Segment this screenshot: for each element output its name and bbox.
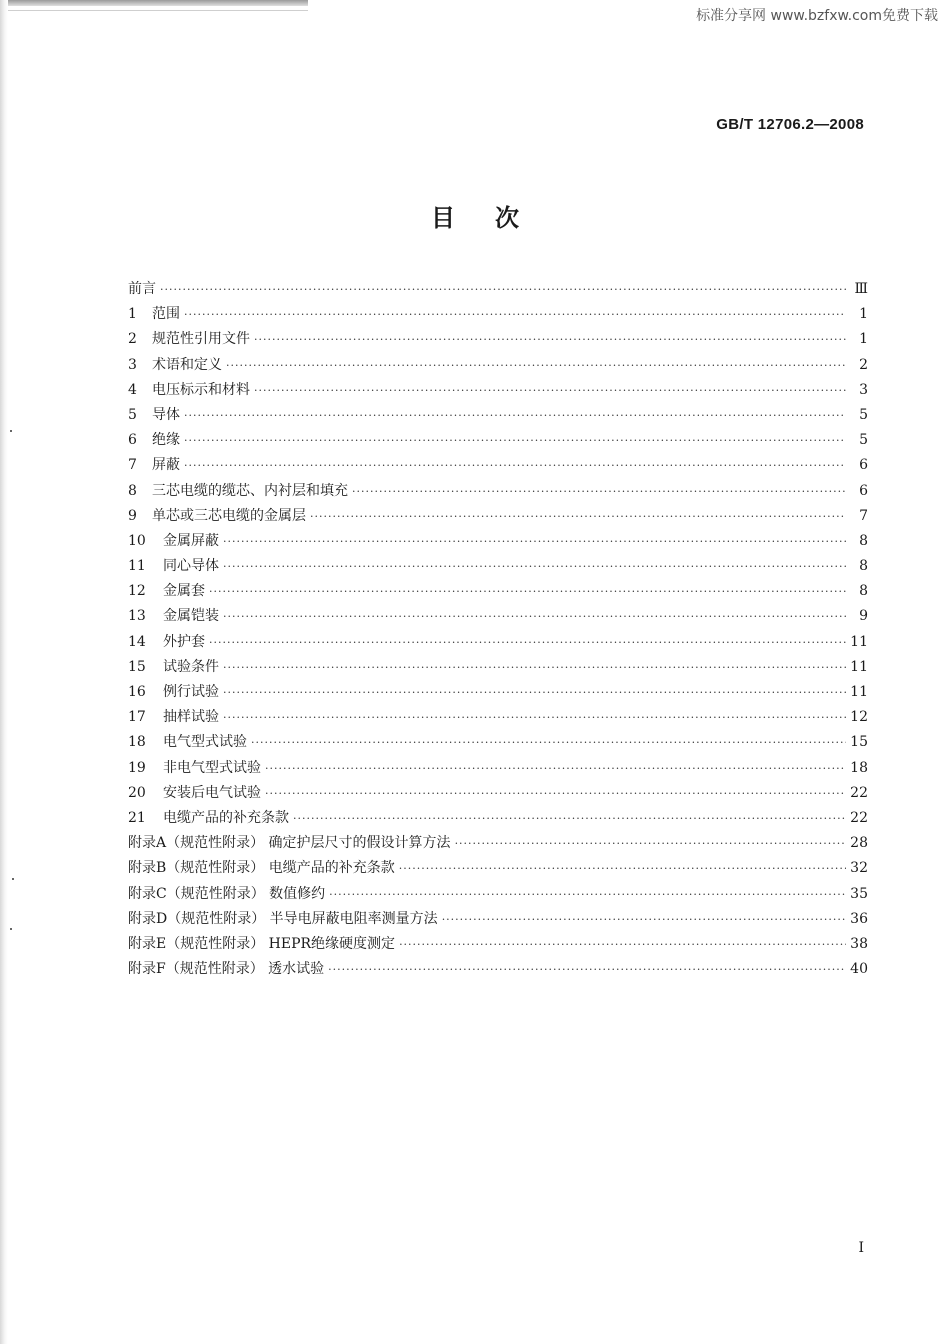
toc-entry-number: 18 [128,734,146,751]
toc-entry[interactable] [128,303,868,328]
toc-entry-number: 1 [128,306,137,323]
toc-entry-label: 附录F（规范性附录） 透水试验 [128,961,325,978]
toc-dot-leader [254,384,846,397]
toc-entry-page: 1 [859,331,868,348]
toc-dot-leader [184,409,846,422]
watermark: 标准分享网 www.bzfxw.com免费下载 [696,8,938,24]
toc-entry-label: 抽样试验 [163,709,219,726]
toc-entry-label: 附录C（规范性附录） 数值修约 [128,885,326,902]
toc-entry-page: 38 [850,935,868,952]
toc-entry-label: 电缆产品的补充条款 [163,809,289,826]
toc-entry[interactable] [128,681,868,706]
toc-entry[interactable] [128,782,868,807]
toc-entry-label: 外护套 [163,633,205,650]
toc-entry-page: 35 [850,885,868,902]
scan-speck [10,928,12,930]
toc-entry[interactable] [128,832,868,857]
toc-entry[interactable] [128,328,868,353]
toc-entry-page: 6 [859,482,868,499]
toc-dot-leader [265,762,846,775]
toc-entry-label: 同心导体 [163,558,219,575]
toc-entry-number: 3 [128,356,137,373]
toc-entry[interactable] [128,807,868,832]
toc-entry[interactable] [128,857,868,882]
toc-dot-leader [226,359,846,372]
toc-entry-label: 电气型式试验 [163,734,247,751]
toc-entry-label: 附录B（规范性附录） 电缆产品的补充条款 [128,860,395,877]
toc-entry-number: 10 [128,532,146,549]
toc-entry[interactable] [128,656,868,681]
toc-entry-number: 21 [128,809,146,826]
toc-entry-page: 12 [850,709,868,726]
toc-entry[interactable] [128,908,868,933]
toc-dot-leader [223,560,846,573]
toc-entry-page: 8 [859,583,868,600]
toc-entry[interactable] [128,883,868,908]
toc-entry-page: 7 [859,507,868,524]
toc-entry-page: 28 [850,835,868,852]
toc-dot-leader [254,333,846,346]
toc-entry-label: 前言 [128,281,156,297]
toc-entry-number: 19 [128,759,146,776]
toc-entry[interactable] [128,480,868,505]
page-number: I [858,1240,864,1256]
standard-number: GB/T 12706.2—2008 [716,116,864,133]
toc-entry-number: 17 [128,709,146,726]
toc-entry[interactable] [128,757,868,782]
toc-entry-page: 11 [850,633,868,650]
toc-entry-label: 规范性引用文件 [152,331,250,348]
toc-title: 目次 [431,204,559,232]
toc-entry-page: 8 [859,532,868,549]
toc-entry[interactable] [128,454,868,479]
toc-dot-leader [329,888,846,901]
toc-entry-number: 15 [128,658,146,675]
scan-top-line [8,10,308,11]
toc-entry-page: 5 [859,432,868,449]
toc-entry-page: 1 [859,306,868,323]
toc-entry-label: 安装后电气试验 [163,784,261,801]
toc-entry-label: 屏蔽 [152,457,180,474]
toc-entry-label: 电压标示和材料 [152,381,250,398]
toc-dot-leader [223,535,846,548]
toc-entry-page: 18 [850,759,868,776]
toc-dot-leader [265,787,846,800]
toc-entry[interactable] [128,958,868,983]
toc-dot-leader [328,963,846,976]
toc-entry-page: 40 [850,961,868,978]
toc-entry-label: 三芯电缆的缆芯、内衬层和填充 [152,482,348,499]
toc-dot-leader [223,686,846,699]
toc-entry-label: 术语和定义 [152,356,222,373]
toc-entry[interactable] [128,278,868,303]
toc-entry-number: 9 [128,507,137,524]
toc-entry-label: 绝缘 [152,432,180,449]
toc-entry-label: 试验条件 [163,658,219,675]
toc-entry-number: 11 [128,558,146,575]
toc-entry-page: 11 [850,684,868,700]
toc-entry-page: 9 [859,608,868,625]
toc-entry-label: 单芯或三芯电缆的金属层 [152,507,306,524]
toc-dot-leader [209,585,846,598]
toc-entry-number: 5 [128,406,137,423]
toc-entry[interactable] [128,505,868,530]
scan-top-bar [8,0,308,6]
toc-entry[interactable] [128,429,868,454]
toc-dot-leader [209,636,846,649]
toc-entry-label: 附录A（规范性附录） 确定护层尺寸的假设计算方法 [128,835,451,852]
toc-entry-number: 7 [128,457,137,474]
toc-entry[interactable] [128,631,868,656]
toc-dot-leader [293,812,846,825]
toc-entry[interactable] [128,605,868,630]
toc-dot-leader [399,938,846,951]
toc-entry[interactable] [128,933,868,958]
toc-dot-leader [223,610,846,623]
toc-dot-leader [399,862,846,875]
toc-dot-leader [251,736,846,749]
toc-entry-number: 4 [128,381,137,398]
toc-dot-leader [184,308,846,321]
toc-entry-page: 22 [850,784,868,801]
toc-entry-label: 例行试验 [163,684,219,700]
toc-entry[interactable] [128,555,868,580]
toc-entry-label: 附录D（规范性附录） 半导电屏蔽电阻率测量方法 [128,910,438,927]
toc-entry-page: 3 [859,381,868,398]
toc-entry[interactable] [128,580,868,605]
table-of-contents [128,278,868,983]
toc-dot-leader [223,711,846,724]
toc-dot-leader [442,913,846,926]
toc-dot-leader [455,837,846,850]
toc-entry-label: 金属铠装 [163,608,219,625]
toc-dot-leader [184,434,846,447]
toc-entry-number: 8 [128,482,137,499]
toc-entry-page: 2 [859,356,868,373]
toc-entry[interactable] [128,530,868,555]
toc-entry-page: 11 [850,658,868,675]
toc-entry-number: 14 [128,633,146,650]
toc-entry-page: 22 [850,809,868,826]
toc-dot-leader [352,485,846,498]
toc-entry-label: 导体 [152,406,180,423]
toc-entry-number: 2 [128,331,137,348]
toc-entry-label: 金属套 [163,583,205,600]
toc-entry-page: 36 [850,910,868,927]
toc-dot-leader [184,459,846,472]
toc-entry-page: 8 [859,558,868,575]
toc-dot-leader [160,283,846,296]
toc-entry-page: Ⅲ [854,281,868,297]
toc-entry-label: 非电气型式试验 [163,759,261,776]
scan-speck [10,430,12,432]
toc-entry[interactable] [128,379,868,404]
toc-entry-page: 5 [859,406,868,423]
toc-entry[interactable] [128,706,868,731]
toc-entry[interactable] [128,354,868,379]
toc-entry[interactable] [128,731,868,756]
toc-entry[interactable] [128,404,868,429]
toc-entry-page: 15 [850,734,868,751]
toc-dot-leader [310,510,846,523]
scan-speck [12,878,14,880]
toc-entry-number: 13 [128,608,146,625]
toc-entry-label: 附录E（规范性附录） HEPR绝缘硬度测定 [128,935,396,952]
toc-entry-number: 16 [128,684,146,700]
toc-entry-page: 32 [850,860,868,877]
toc-entry-label: 金属屏蔽 [163,532,219,549]
toc-entry-number: 6 [128,432,137,449]
toc-entry-number: 20 [128,784,146,801]
toc-dot-leader [223,661,846,674]
toc-entry-label: 范围 [152,306,180,323]
toc-entry-page: 6 [859,457,868,474]
toc-entry-number: 12 [128,583,146,600]
